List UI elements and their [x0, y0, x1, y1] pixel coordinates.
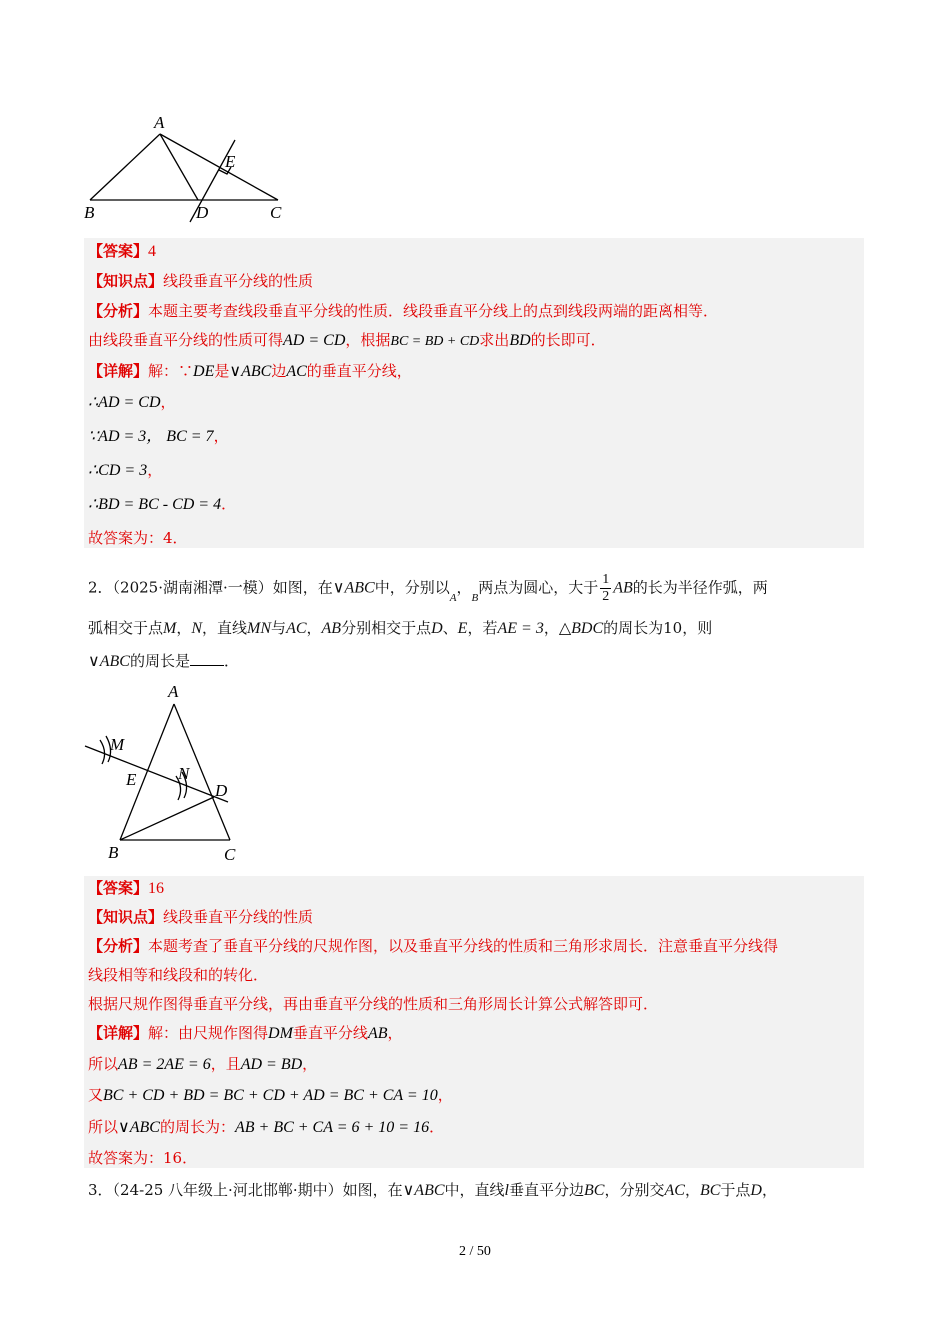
fig2-label-m: M — [110, 735, 125, 754]
answer-tag: 【答案】 — [88, 242, 149, 260]
answer-line-1 — [88, 240, 156, 263]
detail-line-2c — [88, 1084, 453, 1107]
text: 根据尺规作图得垂直平分线，再由垂直平分线的性质和三角形周长计算公式解答即可． — [88, 995, 659, 1013]
text: 的长为半径作弧，两 — [632, 578, 768, 597]
text: ，直线 — [202, 619, 248, 637]
detail-line-2 — [88, 391, 176, 414]
fig2-label-a: A — [168, 682, 179, 701]
text: 与 — [271, 619, 287, 637]
math: ∴AD = CD — [88, 394, 161, 411]
math: BC — [699, 1182, 721, 1199]
fig1-label-e: E — [225, 152, 236, 171]
text: 两点为圆心，大于 — [478, 578, 599, 597]
analysis-tag: 【分析】 — [88, 302, 149, 320]
problem-3-line-1 — [88, 1179, 777, 1202]
detail-tag: 【详解】 — [88, 1024, 149, 1042]
math: ∴CD = 3 — [88, 462, 148, 479]
analysis-line-2 — [88, 329, 606, 353]
text: 又 — [88, 1086, 104, 1104]
fig1-label-c: C — [270, 203, 282, 222]
analysis-line-2a — [88, 935, 778, 957]
text: 所以 — [88, 1118, 119, 1136]
math: AB — [367, 1025, 388, 1042]
text: ，若 — [467, 619, 498, 637]
text: 的长即可． — [530, 331, 606, 349]
math: AB — [613, 579, 633, 597]
text: 2．（2025·湖南湘潭·一模）如图，在 — [88, 578, 333, 597]
text: ， — [213, 427, 229, 445]
math: D — [750, 1182, 762, 1199]
math: AD = CD — [283, 332, 346, 349]
analysis-line-1 — [88, 300, 718, 322]
detail-line-1 — [88, 360, 412, 383]
math: ∨ABC — [88, 653, 130, 670]
fraction-half — [600, 572, 611, 605]
problem-2-line-3 — [88, 650, 239, 673]
fig2-label-d: D — [215, 781, 228, 800]
text: 的周长为： — [159, 1118, 235, 1136]
knowledge-tag: 【知识点】 — [88, 272, 164, 290]
math: AC — [286, 620, 307, 637]
math: AB = 2AE = 6 — [118, 1056, 211, 1073]
knowledge-line-1 — [88, 270, 313, 292]
text: ． — [223, 652, 239, 670]
math: AE = 3 — [497, 620, 544, 637]
text: ， — [761, 1181, 777, 1199]
figure-2 — [80, 680, 250, 866]
text: 故答案为：4． — [88, 529, 188, 547]
math: ∵AD = 3， BC = 7 — [88, 428, 214, 445]
fraction-den: 2 — [602, 589, 610, 604]
math: AB + BC + CA = 6 + 10 = 16 — [234, 1119, 430, 1136]
math: ∴BD = BC - CD = 4 — [88, 496, 222, 513]
text: 垂直平分线 — [292, 1024, 368, 1042]
text: 解：由尺规作图得 — [148, 1024, 269, 1042]
detail-line-2a — [88, 1022, 403, 1045]
text: 3．（24-25 八年级上·河北邯郸·期中）如图，在 — [88, 1181, 403, 1199]
text: ， — [306, 619, 322, 637]
text: ，根据 — [345, 331, 391, 349]
math: ∨ABC — [402, 1182, 445, 1199]
answer-line-2 — [88, 877, 164, 900]
text: 、 — [442, 619, 458, 637]
text: 线段相等和线段和的转化． — [88, 966, 269, 984]
math: M — [163, 620, 177, 637]
math: AC — [664, 1182, 685, 1199]
text: 中，直线 — [444, 1181, 505, 1199]
text: 的周长为10，则 — [603, 619, 713, 637]
text: ， — [302, 1055, 318, 1073]
text: 的垂直平分线， — [306, 362, 412, 380]
fig2-label-n: N — [178, 764, 190, 783]
text: ． — [221, 495, 237, 513]
conclusion-1 — [88, 527, 188, 549]
math: AC — [286, 363, 307, 380]
conclusion-2 — [88, 1147, 197, 1169]
answer-tag: 【答案】 — [88, 879, 149, 897]
math: DE — [193, 363, 215, 380]
math: A — [449, 591, 457, 604]
text: 于点 — [720, 1181, 751, 1199]
text: 解：∵ — [148, 362, 194, 380]
math: E — [457, 620, 468, 637]
text: ， — [147, 461, 163, 479]
figure-1 — [80, 112, 300, 227]
text: ， — [387, 1024, 403, 1042]
text: 由线段垂直平分线的性质可得 — [88, 331, 284, 349]
text: 故答案为：16． — [88, 1149, 198, 1167]
fraction-num: 1 — [602, 572, 610, 587]
text: 是 — [214, 362, 230, 380]
math: AB — [321, 620, 342, 637]
knowledge-line-2 — [88, 906, 313, 928]
detail-line-2d — [88, 1116, 444, 1139]
math: l — [504, 1182, 509, 1199]
fig1-label-a: A — [154, 113, 165, 132]
knowledge-text: 线段垂直平分线的性质 — [163, 272, 314, 290]
math: △BDC — [558, 620, 604, 637]
detail-tag: 【详解】 — [88, 362, 149, 380]
math: AD = BD — [240, 1056, 303, 1073]
fig2-label-c: C — [224, 845, 236, 864]
fig1-label-b: B — [84, 203, 95, 222]
analysis-text: 本题考查了垂直平分线的尺规作图，以及垂直平分线的性质和三角形求周长．注意垂直平分线得 — [148, 937, 779, 955]
knowledge-tag: 【知识点】 — [88, 908, 164, 926]
math: BD — [509, 332, 531, 349]
math: DM — [268, 1025, 293, 1042]
text: ， — [437, 1086, 453, 1104]
math: ∨ABC — [229, 363, 272, 380]
math: D — [431, 620, 443, 637]
math: BC + CD + BD = BC + CD + AD = BC + CA = 10 — [103, 1087, 438, 1104]
fig2-label-e: E — [126, 770, 137, 789]
math: N — [191, 620, 203, 637]
math: MN — [247, 620, 272, 637]
math: ∨ABC — [118, 1119, 160, 1136]
detail-line-2b — [88, 1053, 317, 1076]
text: ， — [543, 619, 559, 637]
analysis-line-2b — [88, 964, 268, 986]
text: 边 — [271, 362, 287, 380]
answer-value: 4 — [148, 243, 157, 260]
detail-line-5 — [88, 493, 236, 516]
detail-line-3 — [88, 425, 229, 448]
math: B — [471, 591, 479, 604]
text: 的周长是 — [129, 652, 190, 670]
answer-value: 16 — [148, 880, 165, 897]
text: 垂直平分边 — [509, 1181, 585, 1199]
text: 中，分别以 — [374, 578, 450, 597]
text: ， — [176, 619, 192, 637]
math: BC = BD + CD — [390, 334, 480, 349]
text: ，且 — [210, 1055, 241, 1073]
text: 弧相交于点 — [88, 619, 164, 637]
text: 所以 — [88, 1055, 119, 1073]
detail-line-4 — [88, 459, 162, 482]
fig1-label-d: D — [196, 203, 209, 222]
text: 分别相交于点 — [341, 619, 432, 637]
knowledge-text: 线段垂直平分线的性质 — [163, 908, 314, 926]
page-number: 2 / 50 — [459, 1244, 491, 1259]
math: BC — [584, 1182, 605, 1199]
text: ， — [684, 1181, 700, 1199]
text: ， — [160, 393, 176, 411]
answer-blank[interactable] — [190, 665, 224, 666]
fig2-label-b: B — [108, 843, 119, 862]
text: ， — [456, 578, 472, 597]
problem-2-line-1 — [88, 572, 768, 605]
analysis-text: 本题主要考查线段垂直平分线的性质．线段垂直平分线上的点到线段两端的距离相等． — [148, 302, 719, 320]
text: 求出 — [479, 331, 510, 349]
text: ，分别交 — [604, 1181, 665, 1199]
analysis-tag: 【分析】 — [88, 937, 149, 955]
problem-2-line-2 — [88, 617, 712, 640]
analysis-line-2c — [88, 993, 658, 1015]
text: ． — [429, 1118, 445, 1136]
math: ∨ABC — [332, 579, 375, 597]
